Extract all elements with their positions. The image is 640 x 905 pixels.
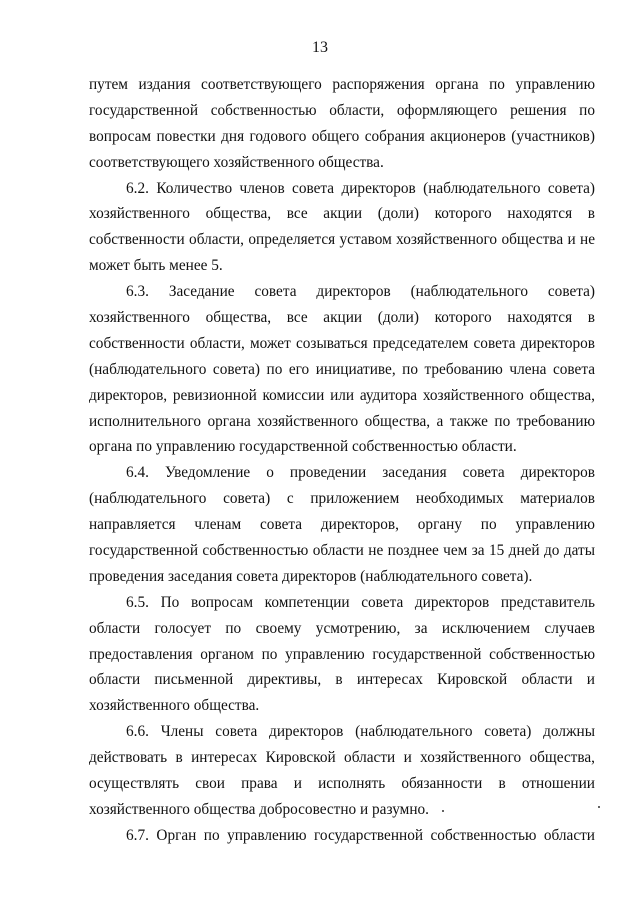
text-line: государственной собственностью области, оформляющего решения по (89, 101, 595, 119)
text-line: 6.6. Члены совета директоров (наблюдательного совета) должны (126, 723, 595, 741)
text-line: может быть менее 5. (89, 257, 223, 275)
text-line: директоров, ревизионной комиссии или аудитора хозяйственного общества, (89, 386, 595, 404)
scan-speck (442, 810, 444, 812)
page-number: 13 (312, 39, 328, 56)
text-line: государственной собственностью области не позднее чем за 15 дней до даты (89, 542, 595, 560)
text-line: 6.2. Количество членов совета директоров (наблюдательного совета) (126, 179, 595, 197)
text-line: исполнительного органа хозяйственного общества, а также по требованию (89, 412, 595, 430)
scan-speck (598, 806, 600, 808)
text-line: хозяйственного общества, все акции (доли) которого находятся в (89, 205, 595, 223)
text-line: вопросам повестки дня годового общего собрания акционеров (участников) (89, 127, 595, 145)
text-line: собственности области, определяется уставом хозяйственного общества и не (89, 231, 595, 249)
text-line: предоставления органом по управлению государственной собственностью (89, 645, 595, 663)
text-line: хозяйственного общества, все акции (доли) которого находятся в (89, 309, 595, 327)
paragraph-6-6 (89, 719, 595, 823)
text-line: действовать в интересах Кировской области и хозяйственного общества, (89, 749, 595, 767)
paragraph-6-3 (89, 279, 595, 460)
paragraph-6-4 (89, 460, 595, 589)
text-line: осуществлять свои права и исполнять обязанности в отношении (89, 775, 595, 793)
text-line: хозяйственного общества. (89, 697, 260, 715)
text-line: соответствующего хозяйственного общества. (89, 153, 384, 171)
text-line: проведения заседания совета директоров (наблюдательного совета). (89, 567, 533, 585)
document-body (89, 72, 595, 849)
text-line: 6.4. Уведомление о проведении заседания совета директоров (126, 464, 595, 482)
text-line: 6.3. Заседание совета директоров (наблюдательного совета) (126, 283, 595, 301)
text-line: органа по управлению государственной собственностью области. (89, 438, 517, 456)
text-line: (наблюдательного совета) по его инициативе, по требованию члена совета (89, 360, 595, 378)
text-line: путем издания соответствующего распоряжения органа по управлению (89, 76, 595, 93)
paragraph-6-2 (89, 176, 595, 280)
text-line: (наблюдательного совета) с приложением необходимых материалов (89, 490, 595, 508)
text-line: 6.5. По вопросам компетенции совета директоров представитель (126, 593, 595, 611)
text-line: хозяйственного общества добросовестно и разумно. (89, 800, 429, 818)
text-line: собственности области, может созываться председателем совета директоров (89, 334, 595, 352)
text-line: области голосует по своему усмотрению, за исключением случаев (89, 619, 595, 637)
paragraph-continuation (89, 72, 595, 176)
paragraph-6-5 (89, 590, 595, 719)
paragraph-6-7 (89, 823, 595, 849)
text-line: области письменной директивы, в интересах Кировской области и (89, 671, 595, 689)
text-line: направляется членам совета директоров, органу по управлению (89, 516, 595, 534)
text-line: 6.7. Орган по управлению государственной собственностью области (126, 826, 595, 844)
